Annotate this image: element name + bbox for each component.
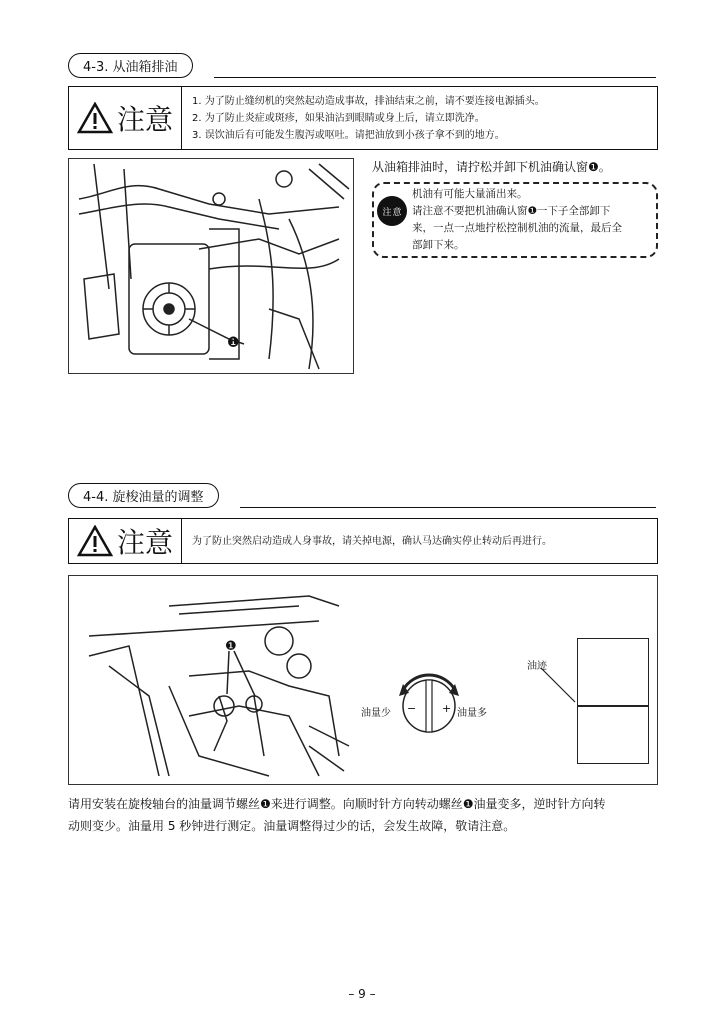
caution-head-1 — [69, 87, 182, 149]
caution-box-1 — [68, 86, 658, 150]
oil-trace-line — [578, 705, 648, 707]
callout-1-fig2: ❶ — [225, 639, 237, 654]
oil-more-label: 油量多 — [457, 708, 487, 719]
paragraph-line: 请用安装在旋梭轴台的油量调节螺丝❶来进行调整。向顺时针方向转动螺丝❶油量变多，逆时针方向转 — [68, 797, 606, 811]
caution-text: 为了防止突然启动造成人身事故，请关掉电源，确认马达确实停止转动后再进行。 — [192, 535, 552, 547]
callout-1-fig1: ❶ — [227, 335, 240, 351]
note-line: 机油有可能大量涌出来。 — [412, 188, 528, 200]
instruction-text: 从油箱排油时，请拧松并卸下机油确认窗❶。 — [372, 160, 611, 174]
oil-test-paper — [577, 638, 649, 764]
warning-triangle-icon — [77, 525, 113, 557]
section-4-4-header — [68, 482, 219, 508]
section-4-3-title: 4-3. 从油箱排油 — [68, 53, 193, 78]
section-4-4-rule — [240, 507, 656, 508]
adjustment-paragraph — [68, 793, 658, 837]
caution-word-2: 注意 — [116, 526, 173, 559]
machine-drawing — [69, 159, 353, 373]
caution-item: 1. 为了防止缝纫机的突然起动造成事故，排油结束之前，请不要连接电源插头。 — [192, 96, 545, 107]
note-line: 来，一点一点地拧松控制机油的流量，最后全 — [412, 222, 622, 234]
note-badge-char: 注 — [382, 207, 392, 218]
caution-word-1: 注意 — [116, 103, 173, 136]
caution-item: 3. 误饮油后有可能发生腹泻或呕吐。请把油放到小孩子拿不到的地方。 — [192, 130, 505, 141]
warning-triangle-icon — [77, 102, 113, 134]
section-4-3-rule — [214, 77, 656, 78]
caution-text-2 — [182, 519, 657, 563]
section-4-4-title: 4-4. 旋梭油量的调整 — [68, 483, 219, 508]
caution-box-2 — [68, 518, 658, 564]
caution-item: 2. 为了防止炎症或斑疹，如果油沾到眼睛或身上后，请立即洗净。 — [192, 113, 485, 124]
hook-machine-drawing — [69, 576, 359, 784]
section-4-3-header — [68, 52, 193, 78]
caution-head-2 — [69, 519, 182, 563]
oil-trace-pointer — [539, 666, 579, 706]
hook-oil-figure — [68, 575, 658, 785]
caution-list-1 — [182, 87, 657, 149]
note-line: 部卸下来。 — [412, 239, 465, 251]
dial-plus-sign: + — [442, 702, 452, 715]
note-line: 请注意不要把机油确认窗❶一下子全部卸下 — [412, 205, 611, 217]
paragraph-line: 动则变少。油量用 5 秒钟进行测定。油量调整得过少的话，会发生故障，敬请注意。 — [68, 819, 516, 833]
hand-caution-icon — [377, 196, 407, 226]
page-number: – 9 – — [348, 987, 376, 1001]
dial-minus-sign: − — [407, 702, 417, 715]
oil-tank-figure — [68, 158, 354, 374]
oil-trace-label: 油迹 — [527, 661, 547, 672]
oil-less-label: 油量少 — [361, 708, 391, 719]
note-badge-char: 意 — [392, 207, 402, 218]
note-text — [412, 186, 652, 254]
